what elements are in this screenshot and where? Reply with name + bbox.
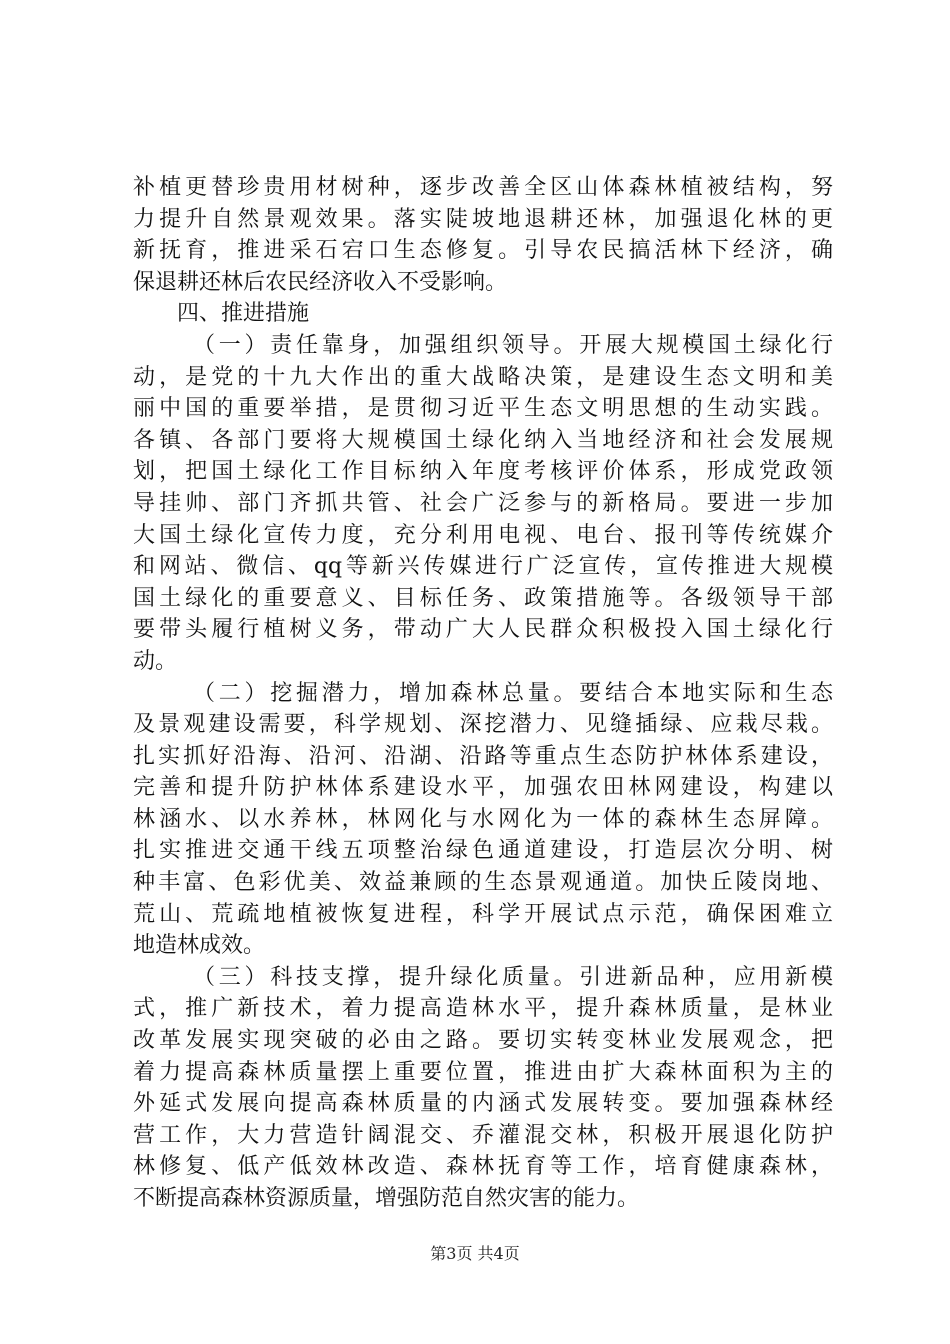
text-line: 营工作，大力营造针阔混交、乔灌混交林，积极开展退化防护 [133,1122,833,1148]
text-line: 补植更替珍贵用材树种，逐步改善全区山体森林植被结构，努 [133,175,833,200]
text-line: 动，是党的十九大作出的重大战略决策，是建设生态文明和美 [133,364,833,390]
text-line: 和网站、微信、qq等新兴传媒进行广泛宣传，宣传推进大规模 [133,554,833,580]
text-line: 扎实抓好沿海、沿河、沿湖、沿路等重点生态防护林体系建设， [133,743,833,769]
text-line: 划，把国土绿化工作目标纳入年度考核评价体系，形成党政领 [133,459,833,485]
text-line: 动。 [133,648,178,674]
text-line: 荒山、荒疏地植被恢复进程，科学开展试点示范，确保困难立 [133,901,833,927]
text-line: 要带头履行植树义务，带动广大人民群众积极投入国土绿化行 [133,617,833,643]
text-line: 林涵水、以水养林，林网化与水网化为一体的森林生态屏障。 [133,806,833,832]
text-line: 保退耕还林后农民经济收入不受影响。 [133,269,508,295]
text-line: 外延式发展向提高森林质量的内涵式发展转变。要加强森林经 [133,1091,833,1117]
page-footer: 第3页 共4页 [430,1244,520,1263]
text-line: 各镇、各部门要将大规模国土绿化纳入当地经济和社会发展规 [133,427,833,453]
document-body [133,172,833,1215]
text-line: 丽中国的重要举措，是贯彻习近平生态文明思想的生动实践。 [133,396,833,422]
text-line: 种丰富、色彩优美、效益兼顾的生态景观通道。加快丘陵岗地、 [133,870,833,896]
text-line: 导挂帅、部门齐抓共管、社会广泛参与的新格局。要进一步加 [133,490,833,516]
text-line: （三）科技支撑，提升绿化质量。引进新品种，应用新模 [193,964,833,990]
text-line: 林修复、低产低效林改造、森林抚育等工作，培育健康森林， [133,1154,833,1180]
text-line: 力提升自然景观效果。落实陡坡地退耕还林，加强退化林的更 [133,206,833,232]
text-line: （一）责任靠身，加强组织领导。开展大规模国土绿化行 [193,332,833,358]
text-line: 着力提高森林质量摆上重要位置，推进由扩大森林面积为主的 [133,1059,833,1085]
text-line: 式，推广新技术，着力提高造林水平，提升森林质量，是林业 [133,996,833,1022]
text-line: 扎实推进交通干线五项整治绿色通道建设，打造层次分明、树 [133,838,833,864]
text-line: 新抚育，推进采石宕口生态修复。引导农民搞活林下经济，确 [133,238,833,264]
text-line: 不断提高森林资源质量，增强防范自然灾害的能力。 [133,1186,640,1211]
section-heading: 四、推进措施 [177,301,310,327]
text-line: 地造林成效。 [133,933,266,959]
text-line: 大国土绿化宣传力度，充分利用电视、电台、报刊等传统媒介 [133,522,833,548]
text-line: 及景观建设需要，科学规划、深挖潜力、见缝插绿、应栽尽栽。 [133,712,833,738]
text-line: 国土绿化的重要意义、目标任务、政策措施等。各级领导干部 [133,585,833,611]
text-line: 完善和提升防护林体系建设水平，加强农田林网建设，构建以 [133,775,833,801]
text-line: （二）挖掘潜力，增加森林总量。要结合本地实际和生态 [193,680,833,706]
text-line: 改革发展实现突破的必由之路。要切实转变林业发展观念，把 [133,1028,833,1054]
